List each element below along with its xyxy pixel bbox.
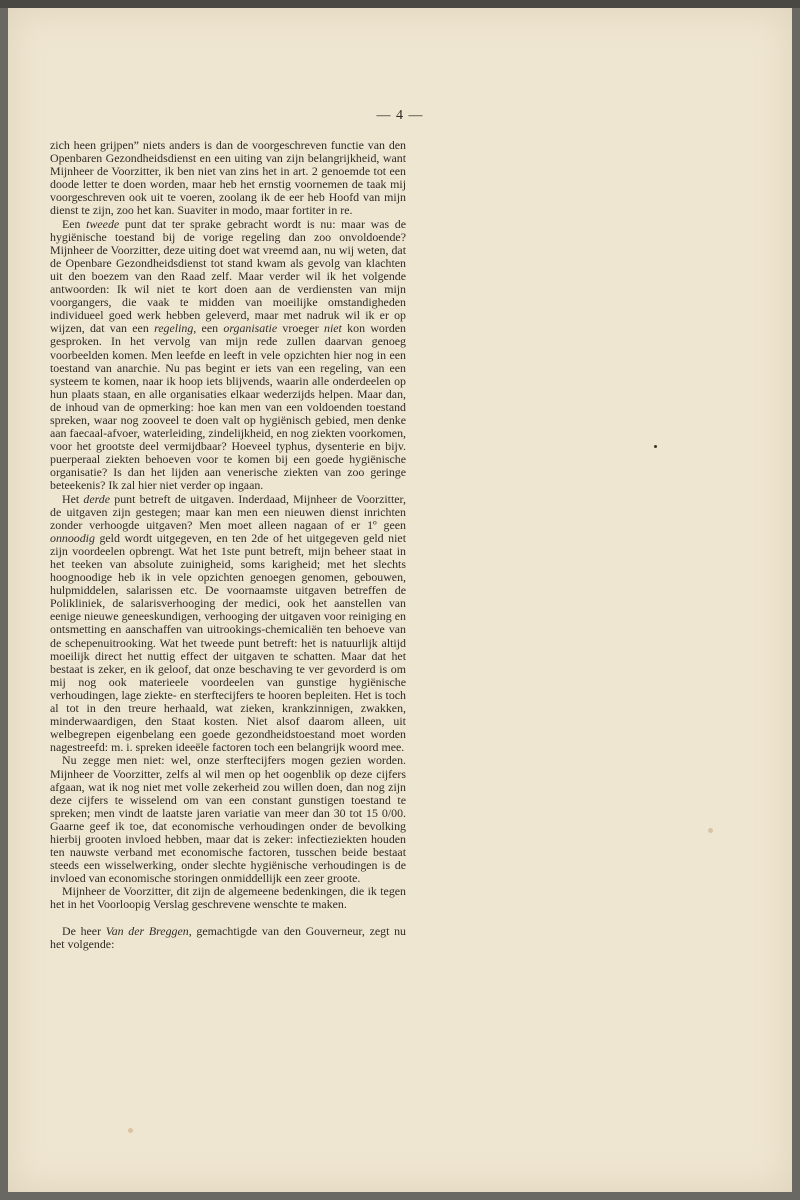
text-run: De heer xyxy=(62,923,106,938)
paragraph xyxy=(50,218,406,493)
text-run: Mijnheer de Voorzitter, dit zijn de algemeene bedenkingen, die ik tegen het in het Voorloopig Verslag geschrevene wenschte te maken. xyxy=(50,884,406,912)
scan-border xyxy=(0,0,800,8)
paragraph xyxy=(50,139,406,218)
text-run: geld wordt uitgegeven, en ten 2de of het uitgegeven geld niet zijn voordeelen opbrengt. Wat het 1ste punt betreft, mijn beheer staat in het teeken van absolute zuinigheid, soms karigheid; met het slechts hoognoodige heb ik in vele opzichten genoegen genomen, gebouwen, hulpmiddelen, salarissen etc. De voornaamste uitgaven betreffen de Polikliniek, de salarisverhooging der medici, ook het aanstellen van eenige nieuwe geneeskundigen, verhooging der uitgaven voor reiniging en ontsmetting en aanschaffen van uitrookings-chemicaliën ten behoeve van de schepenuitrooking. Wat het tweede punt betreft: het is natuurlijk altijd moeilijk direct het nuttig effect der uitgaven te schatten. Maar dat het bestaat is zeker, en ik geloof, dat onze beschaving te ver gevorderd is om mij nog ook materieele voordeelen van gunstige hygiënische verhoudingen, lage ziekte- en sterftecijfers te hooren bepleiten. Het is toch al tot in den treure herhaald, wat zieken, krankzinnigen, zwakken, minderwaardigen, den Staat kosten. Niet alsof daarom alleen, uit welbegrepen eigenbelang een goede gezondheidstoestand moet worden nagestreefd: m. i. spreken ideeële factoren toch een belangrijk woord mee. xyxy=(50,530,406,755)
text-run: Nu zegge men niet: wel, onze sterftecijfers mogen gezien worden. Mijnheer de Voorzitter, zelfs al wil men op het oogenblik op deze cijfers afgaan, wat ik nog niet met volle zekerheid zou willen doen, dan nog zijn deze cijfers te wisselend om van een constant gunstigen toestand te spreken; men vindt de laatste jaren variatie van meer dan 30 tot 15 0/00. Gaarne geef ik toe, dat economische verhoudingen onder de bevolking hierbij grooten invloed hebben, maar dat is zeker: infectieziekten houden ten nauwste verband met economische factoren, tusschen beide bestaat steeds een wisselwerking, onder slechte hygiënische verhoudingen is de invloed van economische storingen onmiddellijk een zeer groote. xyxy=(50,753,406,886)
italic-text: derde xyxy=(83,491,111,506)
italic-text: organisatie xyxy=(223,321,278,336)
text-run: , gemachtigde van den Gouverneur, zegt nu het volgende: xyxy=(50,923,406,951)
body-text xyxy=(50,139,406,951)
text-run: Een xyxy=(62,216,87,231)
page-number: — 4 — xyxy=(376,108,424,123)
text-run: Het xyxy=(62,491,84,506)
italic-text: niet xyxy=(324,321,342,336)
text-run: kon worden gesproken. In het vervolg van mijn rede zullen daarvan genoeg voorbeelden komen. Men leefde en leeft in vele opzichten hier nog in een toestand van anarchie. Nu pas begint er iets van een regeling, van een systeem te komen, naar ik hoop iets blijvends, waarin alle onderdeelen op hun plaats staan, en alle organisaties elkaar wederzijds helpen. Maar dan, de inhoud van de opmerking: hoe kan men van een voldoenden toestand spreken, waar nog zooveel te doen valt op hygiënisch gebied, men denke aan faecaal-afvoer, waterleiding, zindelijkheid, en nog ziekten voorkomen, voor het grootste deel vermijdbaar? Hoeveel typhus, dysenterie en bijv. puerperaal ziekten behoeven voor te komen bij een goede hygiënische organisatie? Is dan het lijden aan venerische ziekten van zoo geringe beteekenis? Ik zal hier niet verder op ingaan. xyxy=(50,321,406,493)
text-run: vroeger xyxy=(277,321,325,336)
italic-text: onnoodig xyxy=(50,530,95,545)
ink-speckle xyxy=(654,445,657,448)
text-run: punt betreft de uitgaven. Inderdaad, Mijnheer de Voorzitter, de uitgaven zijn gestegen; maar kan men een nieuwen dienst inrichten zonder verhoogde uitgaven? Men moet alleen nagaan of er 1º geen xyxy=(50,491,406,532)
paper-stain xyxy=(128,1128,133,1133)
paper-stain xyxy=(708,828,713,833)
paragraph xyxy=(50,925,406,951)
paragraph xyxy=(50,493,406,755)
document-page xyxy=(8,8,792,1192)
paragraph xyxy=(50,885,406,911)
text-run: , een xyxy=(193,321,224,336)
italic-text: tweede xyxy=(86,216,120,231)
paragraph xyxy=(50,754,406,885)
italic-text: Van der Breggen xyxy=(105,923,189,938)
text-run: zich heen grijpen” niets anders is dan de voorgeschreven functie van den Openbaren Gezondheidsdienst en een uiting van zijn belangrijkheid, want Mijnheer de Voorzitter, ik ben niet van zins het in art. 2 genoemde tot een doode letter te doen worden, maar heb het ernstig voornemen de taak mij voorgeschreven ook uit te voeren, zoolang ik de eer heb Hoofd van mijn dienst te zijn, zoo het kan. Suaviter in modo, maar fortiter in re. xyxy=(50,138,406,218)
text-run: punt dat ter sprake gebracht wordt is nu: maar was de hygiënische toestand bij de vorige regeling dan zoo onvoldoende? Mijnheer de Voorzitter, deze uiting doet wat vreemd aan, nu wij weten, dat de Openbare Gezondheidsdienst tot stand kwam als gevolg van klachten uit den boezem van den Raad zelf. Maar verder wil ik het volgende antwoorden: Ik wil niet te kort doen aan de verdiensten van mijn voorgangers, die vaak te midden van moeilijke omstandigheden individueel goed werk hebben geleverd, maar met nadruk wil ik er op wijzen, dat van een xyxy=(50,216,406,336)
italic-text: regeling xyxy=(154,321,194,336)
